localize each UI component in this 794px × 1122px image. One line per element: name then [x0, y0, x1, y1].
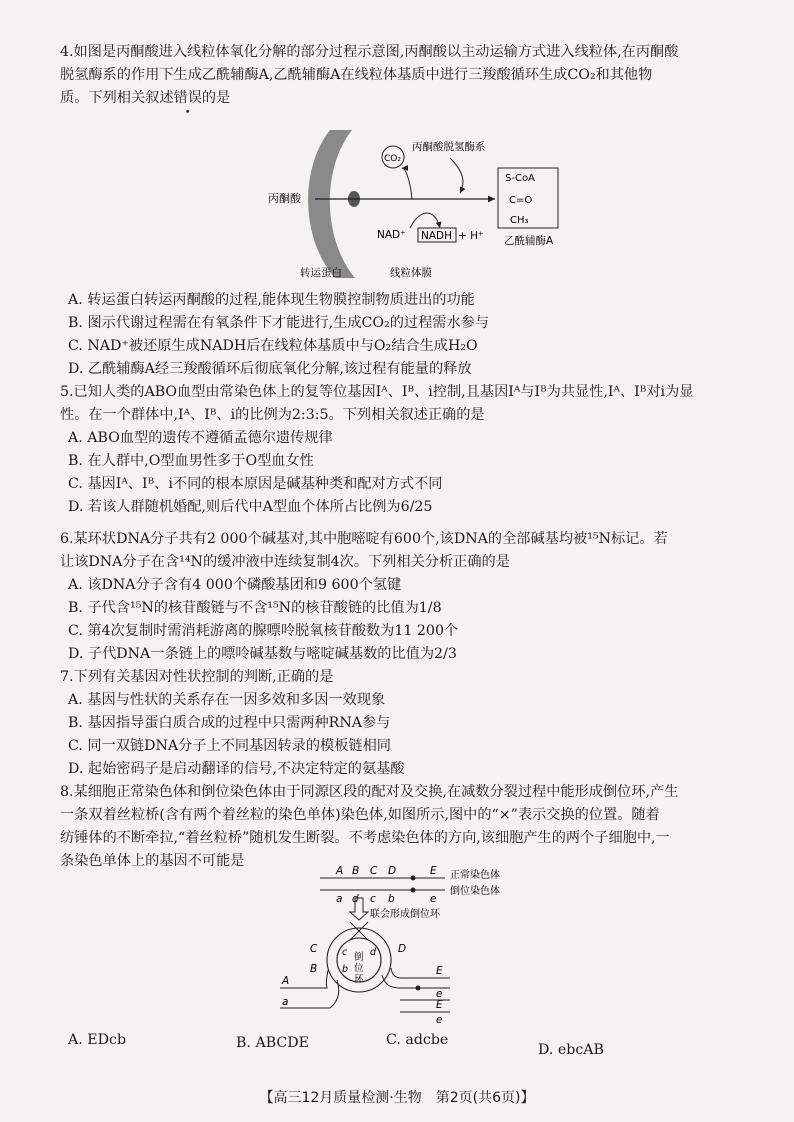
loop-text-2: 位 [354, 963, 364, 974]
gene-A-top: A [336, 865, 344, 877]
enzyme-arrow [450, 158, 463, 193]
gene-c-loop: c [342, 947, 348, 958]
q5-option-d: D. 若该人群随机婚配,则后代中A型血个体所占比例为6/25 [68, 499, 433, 515]
q5-option-c: C. 基因Iᴬ、Iᴮ、i不同的根本原因是碱基种类和配对方式不同 [68, 476, 443, 492]
q8-option-a: A. EDcb [68, 1032, 127, 1048]
q4-stem-text: 质。下列相关叙述 [60, 90, 174, 106]
acetyl-coa-label: 乙酰辅酶A [504, 235, 554, 247]
gene-A-left: A [282, 975, 290, 987]
loop-text-3: 环 [354, 974, 364, 985]
transporter-label: 转运蛋白 [300, 267, 342, 279]
q8-option-c: C. adcbe [386, 1032, 449, 1048]
co2-arrow [402, 168, 412, 199]
q4-stem-line1: 4.如图是丙酮酸进入线粒体氧化分解的部分过程示意图,丙酮酸以主动运输方式进入线粒体,在丙酮酸 [60, 44, 679, 60]
loop-formation-label: 联会形成倒位环 [370, 909, 440, 920]
enzyme-label: 丙酮酸脱氢酶系 [412, 141, 486, 153]
q5-option-b: B. 在人群中,O型血男性多于O型血女性 [68, 453, 314, 469]
gene-E-right-1: E [436, 965, 443, 977]
q4-stem-line3 [60, 88, 230, 108]
normal-chromosome-label: 正常染色体 [450, 870, 500, 881]
gene-a-left: a [282, 996, 289, 1008]
inverted-chromosome-label: 倒位染色体 [450, 886, 500, 897]
q6-option-c: C. 第4次复制时需消耗游离的腺嘌呤脱氧核苷酸数为11 200个 [68, 623, 459, 639]
gene-C-top: C [370, 865, 378, 877]
gene-a-bottom: a [336, 893, 343, 905]
q8-stem-line1: 8.某细胞正常染色体和倒位染色体由于同源区段的配对及交换,在减数分裂过程中能形成倒位环,产生 [60, 784, 679, 800]
q7-option-b: B. 基因指导蛋白质合成的过程中只需两种RNA参与 [68, 715, 391, 731]
inversion-loop-diagram [270, 860, 540, 1030]
gene-e-bottom: e [430, 893, 437, 905]
q7-option-d: D. 起始密码子是启动翻译的信号,不决定特定的氨基酸 [68, 761, 405, 777]
q8-stem-line4: 条染色单体上的基因不可能是 [60, 853, 245, 869]
ch3-label: CH₃ [510, 215, 529, 226]
scoa-label: S-CoA [505, 173, 535, 184]
q6-option-a: A. 该DNA分子含有4 000个磷酸基团和9 600个氢键 [68, 577, 402, 593]
gene-b-bottom: b [388, 893, 395, 905]
pyruvate-diagram [260, 128, 570, 283]
q8-stem-line3: 纺锤体的不断牵拉,“着丝粒桥”随机发生断裂。不考虑染色体的方向,该细胞产生的两个子细胞中,一 [60, 830, 670, 846]
q7-option-a: A. 基因与性状的关系存在一因多效和多因一效现象 [68, 692, 386, 708]
q8-stem-line2: 一条双着丝粒桥(含有两个着丝粒的染色单体)染色体,如图所示,图中的“×”表示交换的位置。随着 [60, 807, 660, 823]
gene-C-loop: C [310, 943, 318, 955]
gene-D-top: D [388, 865, 397, 877]
page-footer: 【高三12月质量检测·生物 第2页(共6页)】 [259, 1090, 535, 1106]
nad-arrow [410, 213, 440, 228]
pyruvate-label: 丙酮酸 [268, 192, 301, 205]
h-label: + H⁺ [458, 230, 484, 242]
gene-e-right-2: e [436, 1014, 443, 1026]
centromere-right [416, 986, 421, 991]
gene-d-loop: d [370, 947, 377, 958]
gene-D-loop: D [398, 943, 407, 955]
c-eq-o-label: C=O [509, 195, 533, 206]
nadh-label: NADH [421, 230, 453, 242]
q6-stem-line1: 6.某环状DNA分子共有2 000个碱基对,其中胞嘧啶有600个,该DNA的全部碱基均被¹⁵N标记。若 [60, 531, 668, 547]
gene-e-right-1: e [436, 988, 443, 1000]
membrane-label: 线粒体膜 [390, 267, 432, 279]
q4-option-b: B. 图示代谢过程需在有氧条件下才能进行,生成CO₂的过程需水参与 [68, 315, 490, 331]
gene-c-bottom: c [370, 893, 376, 905]
q4-option-d: D. 乙酰辅酶A经三羧酸循环后彻底氧化分解,该过程有能量的释放 [68, 361, 472, 377]
q4-option-c: C. NAD⁺被还原生成NADH后在线粒体基质中与O₂结合生成H₂O [68, 338, 478, 354]
q4-stem-tail: 的是 [201, 90, 231, 106]
q6-option-d: D. 子代DNA一条链上的嘌呤碱基数与嘧啶碱基数的比值为2/3 [68, 646, 457, 662]
q5-stem-line1: 5.已知人类的ABO血型由常染色体上的复等位基因Iᴬ、Iᴮ、i控制,且基因Iᴬ与Iᴮ为共显性,Iᴬ、Iᴮ对i为显 [60, 384, 694, 400]
gene-B-top: B [352, 865, 360, 877]
gene-b-loop: b [342, 964, 349, 975]
q7-stem: 7.下列有关基因对性状控制的判断,正确的是 [60, 669, 334, 685]
q6-stem-line2: 让该DNA分子在含¹⁴N的缓冲液中连续复制4次。下列相关分析正确的是 [60, 554, 510, 570]
gene-d-bottom: d [352, 893, 359, 905]
centromere-top [411, 876, 416, 881]
q6-option-b: B. 子代含¹⁵N的核苷酸链与不含¹⁵N的核苷酸链的比值为1/8 [68, 600, 442, 616]
q8-option-d: D. ebcAB [538, 1042, 604, 1058]
q4-emphasis-wrong: 错误 [173, 90, 202, 106]
nad-label: NAD⁺ [377, 229, 406, 241]
mitochondrial-membrane [308, 130, 355, 278]
loop-text-1: 倒 [354, 952, 364, 963]
q5-option-a: A. ABO血型的遗传不遵循孟德尔遗传规律 [68, 430, 333, 446]
centromere-bottom [411, 888, 416, 893]
gene-E-right-2: E [436, 999, 443, 1011]
co2-label: CO₂ [384, 154, 401, 164]
q5-stem-line2: 性。在一个群体中,Iᴬ、Iᴮ、i的比例为2:3:5。下列相关叙述正确的是 [60, 407, 485, 423]
gene-E-top: E [430, 865, 437, 877]
q4-stem-line2: 脱氢酶系的作用下生成乙酰辅酶A,乙酰辅酶A在线粒体基质中进行三羧酸循环生成CO₂和其他物 [60, 67, 653, 83]
q4-option-a: A. 转运蛋白转运丙酮酸的过程,能体现生物膜控制物质进出的功能 [68, 292, 475, 308]
q7-option-c: C. 同一双链DNA分子上不同基因转录的模板链相同 [68, 738, 391, 754]
gene-B-loop: B [310, 963, 318, 975]
q8-option-b: B. ABCDE [236, 1035, 309, 1051]
